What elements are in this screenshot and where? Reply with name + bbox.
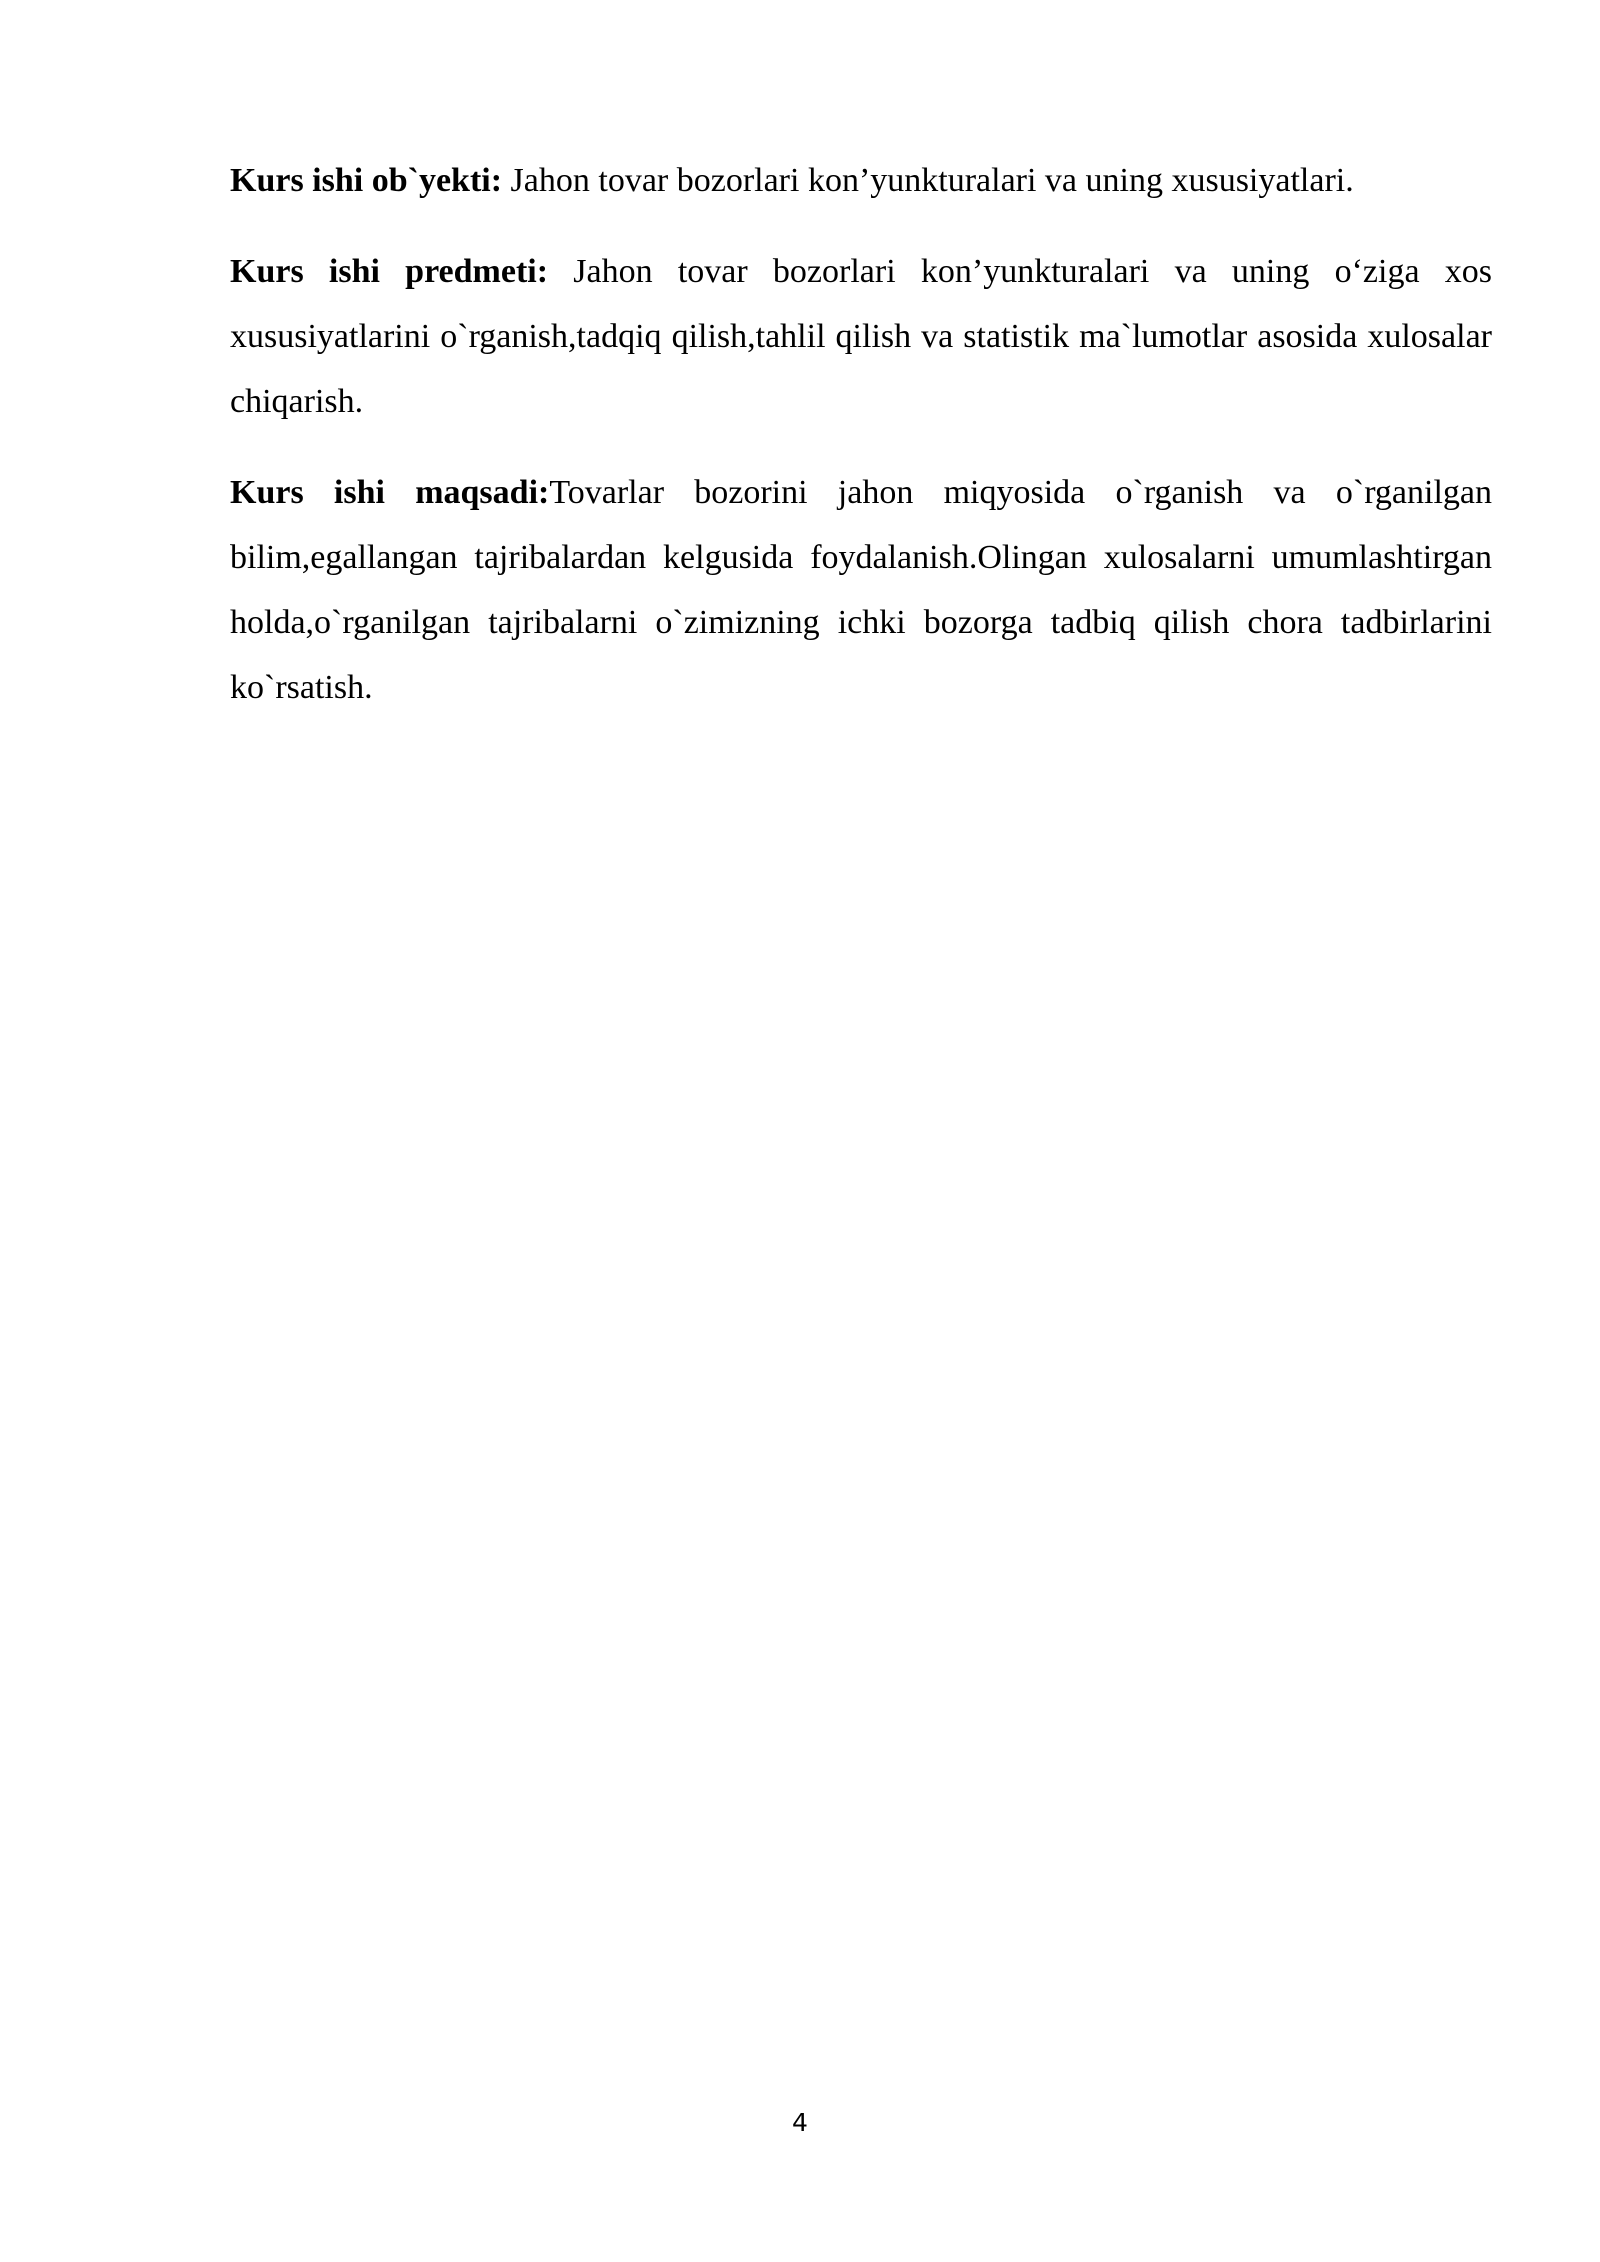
page-number: 4: [792, 2108, 808, 2137]
paragraph-goal: [230, 460, 1492, 720]
paragraph-goal-label: Kurs ishi maqsadi:: [230, 474, 550, 511]
paragraph-object-label: Kurs ishi ob`yekti:: [230, 162, 503, 199]
paragraph-subject: [230, 239, 1492, 434]
paragraph-subject-text: Jahon tovar bozorlari kon’yunkturalari va uning o‘ziga xos xususiyatlarini o`rganish,tadqiq qilish,tahlil qilish va statistik ma`lumotlar asosida xulosalar chiqarish.: [230, 253, 1492, 420]
paragraph-object-text: Jahon tovar bozorlari kon’yunkturalari va uning xususiyatlari.: [502, 162, 1354, 199]
paragraph-object: [230, 148, 1492, 213]
document-body: [230, 148, 1492, 720]
paragraph-subject-label: Kurs ishi predmeti:: [230, 253, 549, 290]
paragraph-goal-text: Tovarlar bozorini jahon miqyosida o`rganish va o`rganilgan bilim,egallangan tajribalardan kelgusida foydalanish.Olingan xulosalarni umumlashtirgan holda,o`rganilgan tajribalarni o`zimizning ichki bozorga tadbiq qilish chora tadbirlarini ko`rsatish.: [230, 474, 1492, 706]
